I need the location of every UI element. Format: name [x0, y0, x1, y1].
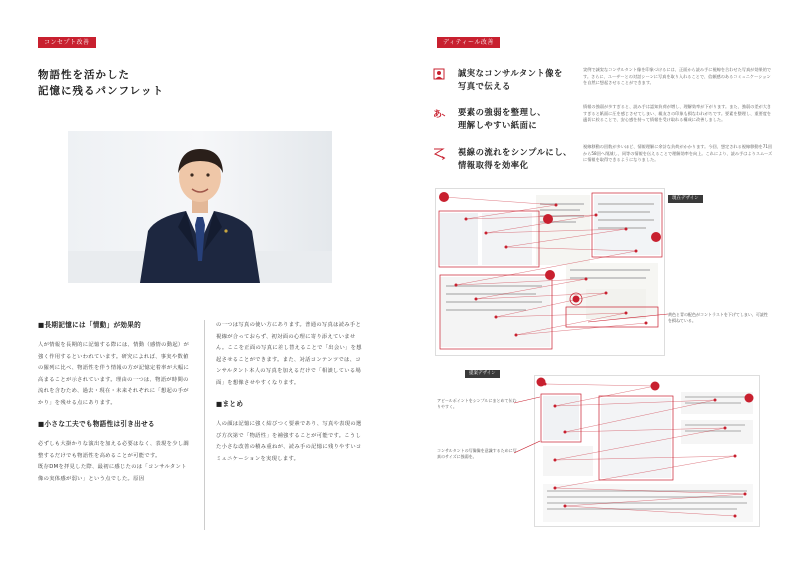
point-heading-line: 誠実なコンサルタント像を: [458, 68, 563, 78]
section-heading: ■まとめ: [216, 400, 244, 408]
point-heading-line: 写真で伝える: [458, 81, 511, 91]
proposed-design-label: 提案デザイン: [465, 370, 500, 378]
point-heading-line: 要素の強弱を整理し、: [458, 107, 546, 117]
body-paragraph: 既存DMを拝見した際、最初に感じたのは「コンサルタント像の実体感が弱い」という点でした。原因: [38, 464, 187, 482]
annotation-leader-line: [588, 312, 668, 324]
consultant-photo: [68, 131, 332, 283]
current-design-annotation: 黄色と青の配色がコントラストを下げてしまい、可読性を損ねている。: [668, 312, 768, 323]
point-heading: [458, 67, 598, 93]
current-design-mock: [435, 188, 665, 356]
section-heading: ■小さな工夫でも物語性は引き出せる: [38, 420, 155, 428]
title-line-1: 物語性を活かした: [38, 69, 130, 81]
point-description: 視線移動の回数が多いほど、情報理解に余計な負荷がかかります。今回、想定される視線移動を71回から58回へ削減し、同等の情報を伝えることで理解効率を向上。これにより、読み手はよりスムーズに情報を取得できるようになりました。: [583, 144, 773, 162]
point-heading-line: 情報取得を効率化: [458, 160, 529, 170]
flow-icon: [432, 146, 446, 160]
svg-text:あ: あ: [433, 110, 443, 120]
body-paragraph: 人が情報を長期的に記憶する際には、情動（感情の動起）が強く作用するといわれています。研究によれば、事実や数値の羅列に比べ、物語性を伴う情報の方が記憶定着率が大幅に高まることが示されています。理由の一つは、物語が時間の流れを含むため、過去・現在・未来それぞれに「想起の手がかり」を残せる点にあります。: [38, 342, 190, 406]
typography-icon: [432, 106, 446, 120]
point-heading-line: 理解しやすい紙面に: [458, 120, 538, 130]
current-design-layout: [436, 189, 665, 356]
proposed-design-annotation-2: コンサルタントの写像像を意識するために写真のサイズに強弱を。: [437, 448, 517, 459]
person-icon: [432, 67, 446, 81]
point-description: 情報の強弱が多すぎると、読み手は認知負荷が増し、理解効率が下がります。また、強弱の差が大きすぎると紙面に圧を感じさせてしまい、親友さの印象も損なわれがちです。要素を整理し、重要度を適切に絞ることで、安心感を持って情報を受け取れる構成に改善しました。: [583, 104, 772, 122]
body-paragraph: 人の顔は記憶に強く結びつく要素であり、写真や表現の選び方次第で「物語性」を補強することが可能です。こうした小さな改善の積み重ねが、読み手の記憶に残りやすいコミュニケーションを実現します。: [216, 421, 362, 462]
body-column-2: [216, 320, 366, 465]
point-description: 実例で誠実なコンサルタント像を印象づけるには、正面から読み手に視線を合わせた写真が効果的です。さらに、ユーザーとの対話シーンに写真を取り入れることで、信頼感のあるコミュニケーションを自然に想起させることができます。: [583, 67, 772, 85]
body-column-1: [38, 320, 190, 485]
proposed-design-mock: [534, 375, 760, 527]
point-heading-line: 視線の流れをシンプルにし、: [458, 147, 572, 157]
point-heading: [458, 106, 598, 132]
body-paragraph: の一つは写真の使い方にあります。普通の写真は読み手と視線が合っておらず、初対面の心理に寄り添えていません。ここを正面の写真に差し替えることで「出会い」を想起させることができます。また、対話コンテンツでは、コンサルタント本人の写真を加えるだけで「相談している場面」を想像させやすくなります。: [216, 322, 362, 386]
point-heading: [458, 146, 598, 172]
page-title: [38, 67, 164, 99]
concept-tag: コンセプト改善: [38, 37, 96, 48]
body-paragraph: 必ずしも大掛かりな演出を加える必要はなく、表現を少し調整するだけでも物語性を高めることが可能です。: [38, 441, 190, 459]
proposed-design-annotation-1: アピールポイントをシンプルにまとめて伝わりやすく。: [437, 398, 517, 409]
current-design-label: 現在デザイン: [668, 195, 703, 203]
detail-tag: ディティール改善: [437, 37, 500, 48]
proposed-design-layout: [535, 376, 760, 527]
column-divider: [204, 320, 205, 530]
annotation-leader-lines: [514, 395, 540, 465]
section-heading: ■長期記憶には「情動」が効果的: [38, 321, 142, 329]
title-line-2: 記憶に残るパンフレット: [38, 85, 164, 97]
consultant-portrait-image: [68, 131, 332, 283]
